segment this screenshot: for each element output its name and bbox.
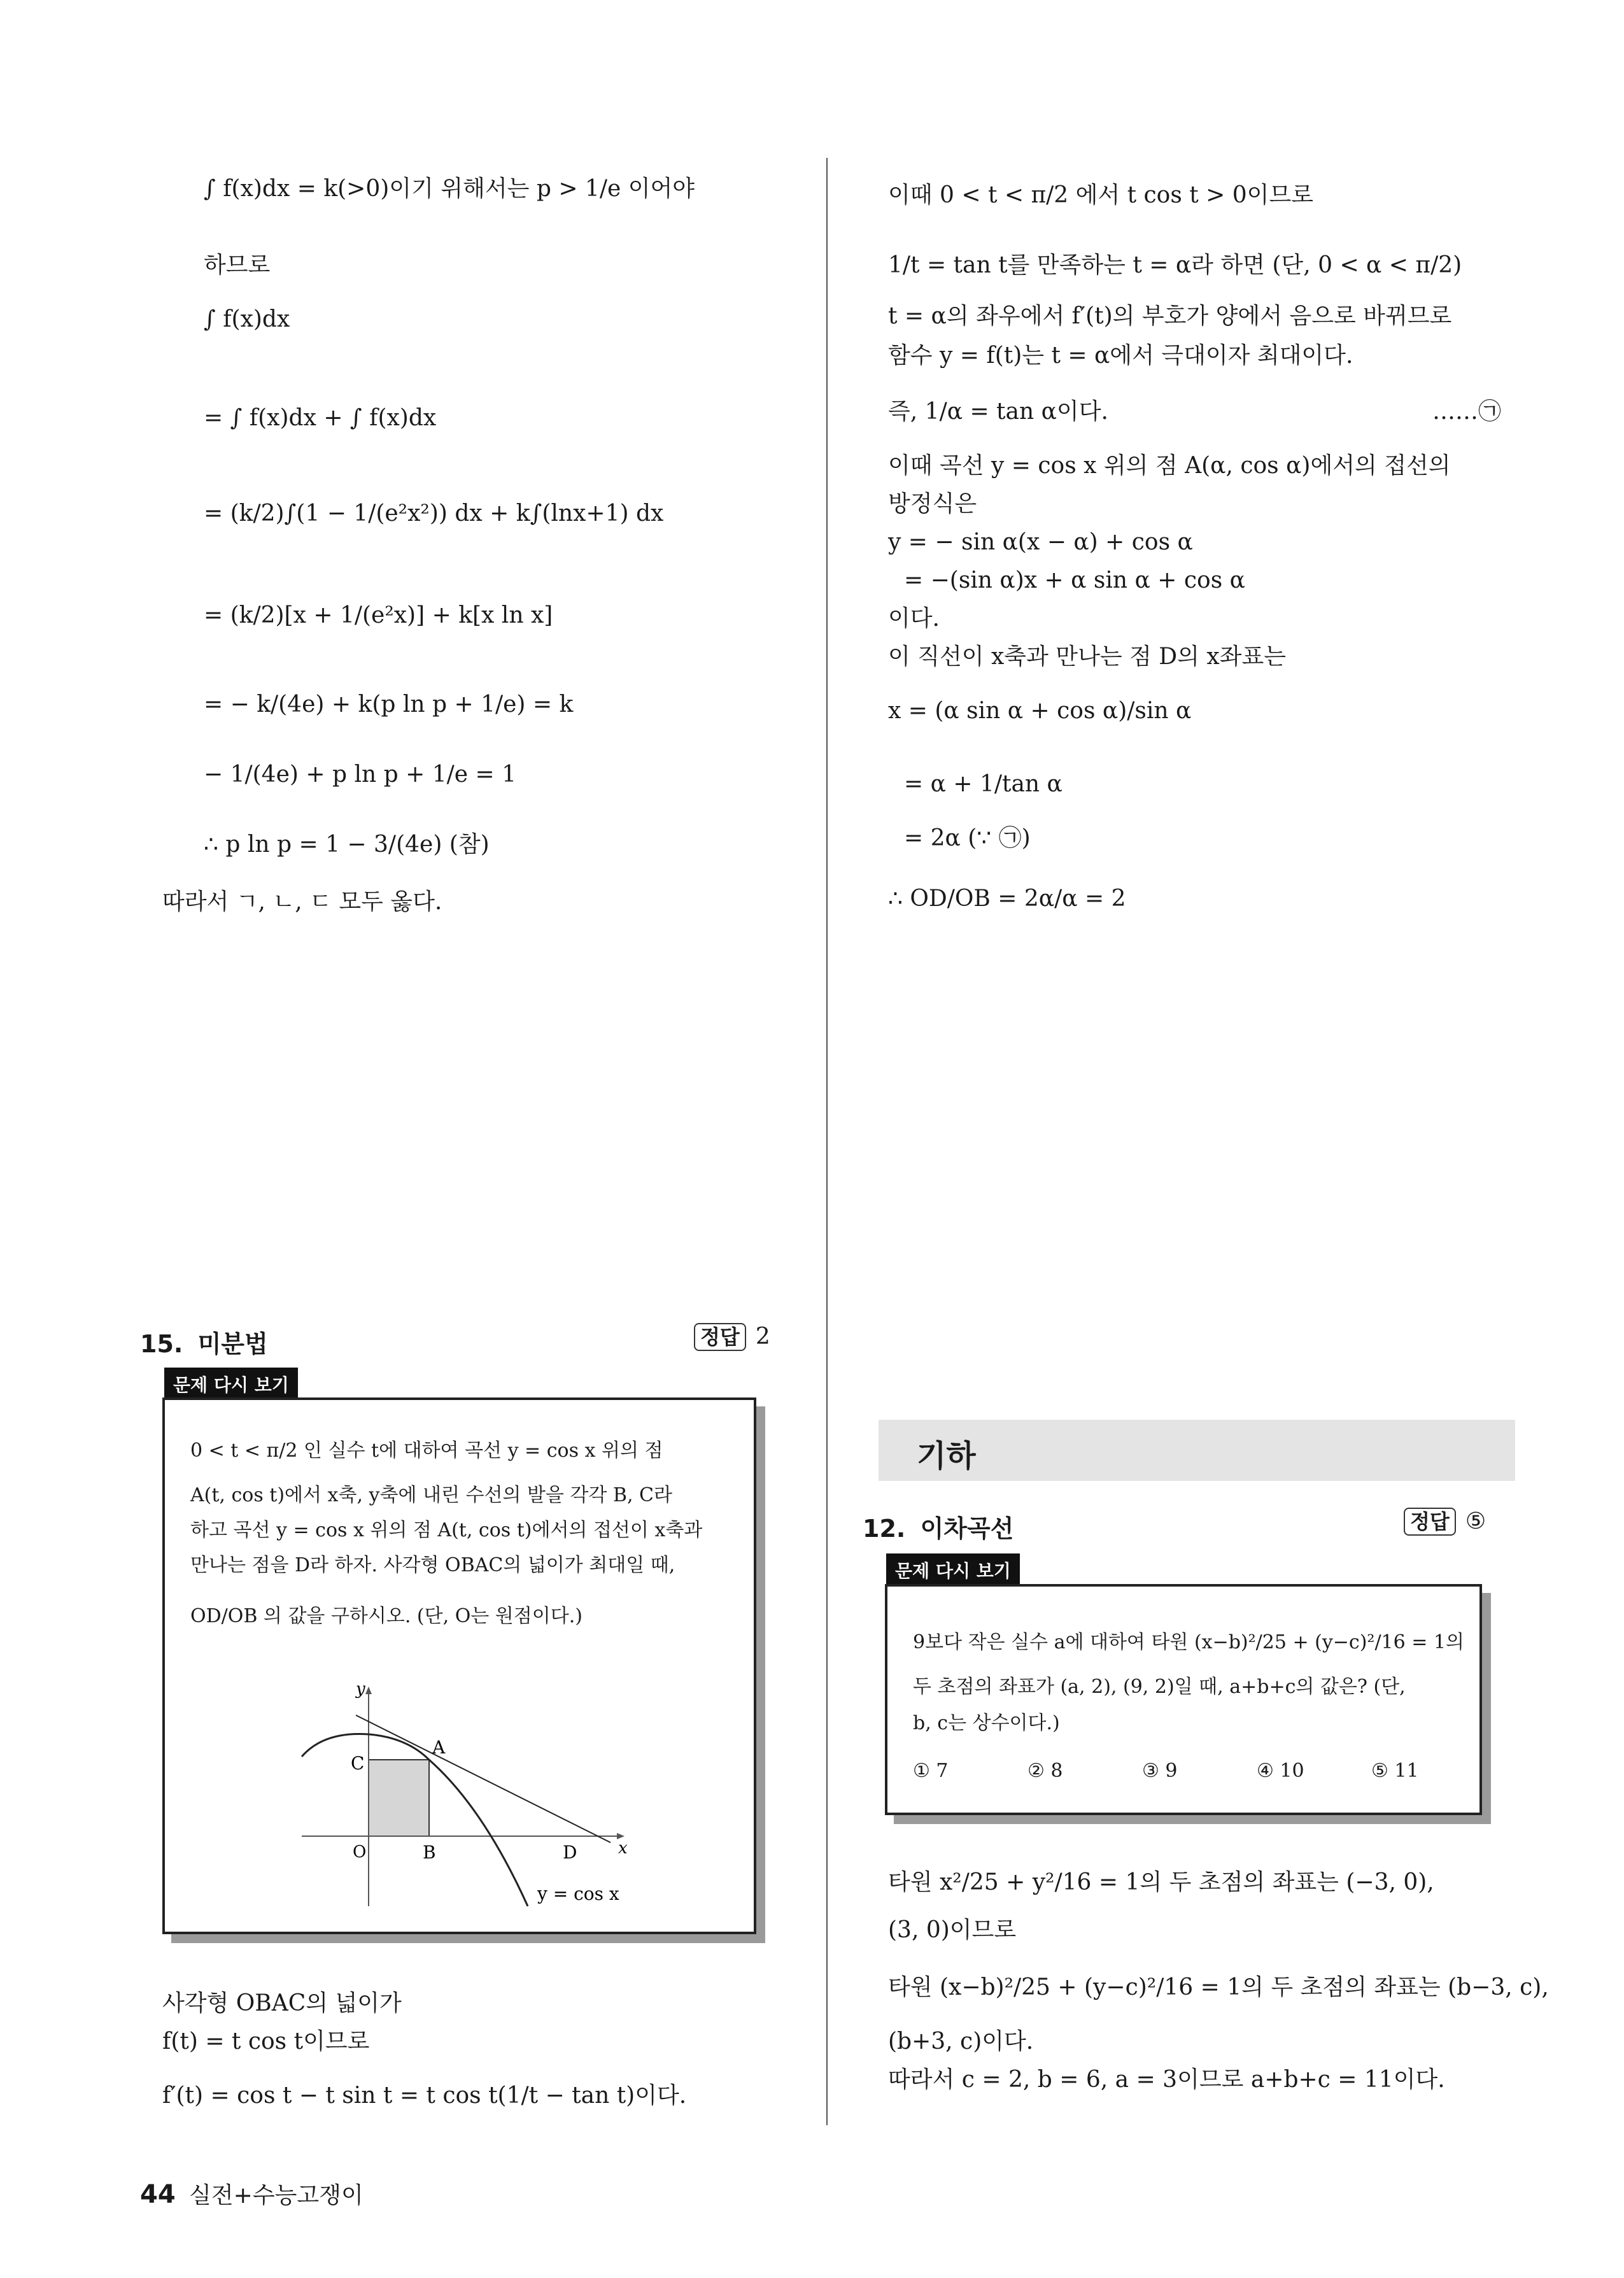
- q15-answer-value: 2: [755, 1324, 770, 1350]
- q15-text-2: A(t, cos t)에서 x축, y축에 내린 수선의 발을 각각 B, C라: [190, 1484, 672, 1506]
- q12-solution-3: 타원 (x−b)²/25 + (y−c)²/16 = 1의 두 초점의 좌표는 (b−3, c),: [888, 1974, 1549, 2000]
- q12-problem-box: [885, 1584, 1482, 1815]
- q12-answer-value: ⑤: [1465, 1508, 1486, 1534]
- right-line-1: 이때 0 < t < π/2 에서 t cos t > 0이므로: [888, 182, 1314, 208]
- right-line-3: t = α의 좌우에서 f′(t)의 부호가 양에서 음으로 바뀌므로: [888, 303, 1452, 329]
- left-line-8: − 1/(4e) + p ln p + 1/e = 1: [204, 761, 517, 788]
- q12-review-tag[interactable]: 문제 다시 보기: [886, 1553, 1020, 1587]
- right-line-10: 이다.: [888, 605, 940, 632]
- label-d: D: [563, 1842, 577, 1863]
- q12-title: 이차곡선: [920, 1515, 1014, 1543]
- answer-badge: 정답: [694, 1323, 746, 1351]
- q15-solution-3: f′(t) = cos t − t sin t = t cos t(1/t − tan t)이다.: [162, 2083, 687, 2109]
- right-line-15: ∴ OD/OB = 2α/α = 2: [888, 886, 1126, 912]
- q12-choice-5[interactable]: ⑤ 11: [1371, 1760, 1419, 1782]
- label-b: B: [423, 1842, 436, 1863]
- left-line-3: ∫ f(x)dx: [204, 306, 290, 332]
- left-line-5: = (k/2)∫(1 − 1/(e²x²)) dx + k∫(lnx+1) dx: [204, 500, 664, 527]
- q12-solution-1: 타원 x²/25 + y²/16 = 1의 두 초점의 좌표는 (−3, 0),: [888, 1869, 1434, 1895]
- section-banner: [879, 1420, 1515, 1481]
- q15-graph: [165, 1655, 754, 1922]
- q15-text-1: 0 < t < π/2 인 실수 t에 대하여 곡선 y = cos x 위의 점: [190, 1440, 663, 1462]
- q12-solution-2: (3, 0)이므로: [888, 1917, 1017, 1943]
- q12-number: 12.: [863, 1515, 906, 1543]
- q15-answer: [694, 1323, 770, 1351]
- right-line-2: 1/t = tan t를 만족하는 t = α라 하면 (단, 0 < α < π/2): [888, 252, 1462, 278]
- q15-review-tag[interactable]: 문제 다시 보기: [164, 1368, 298, 1401]
- q15-problem-box: [162, 1397, 756, 1934]
- answer-badge: 정답: [1404, 1508, 1456, 1536]
- rectangle-obac: [369, 1760, 429, 1836]
- q15-text-4: 만나는 점을 D라 하자. 사각형 OBAC의 넓이가 최대일 때,: [190, 1554, 675, 1576]
- left-line-6: = (k/2)[x + 1/(e²x)] + k[x ln x]: [204, 602, 553, 628]
- page-number: 44: [140, 2180, 176, 2209]
- q12-heading: [863, 1509, 1013, 1544]
- label-o: O: [353, 1843, 367, 1862]
- q12-choice-1[interactable]: ① 7: [913, 1760, 949, 1782]
- q15-text-3: 하고 곡선 y = cos x 위의 점 A(t, cos t)에서의 접선이 x축과: [190, 1519, 703, 1541]
- label-a: A: [432, 1737, 446, 1758]
- q12-choice-2[interactable]: ② 8: [1027, 1760, 1063, 1782]
- label-y: y: [356, 1680, 365, 1699]
- q15-number: 15.: [140, 1330, 183, 1358]
- left-line-1: ∫ f(x)dx = k(>0)이기 위해서는 p > 1/e 이어야: [204, 176, 695, 202]
- page-footer: [140, 2177, 364, 2210]
- right-line-6: 이때 곡선 y = cos x 위의 점 A(α, cos α)에서의 접선의: [888, 453, 1451, 479]
- section-title: 기하: [917, 1438, 976, 1474]
- right-line-8: y = − sin α(x − α) + cos α: [888, 529, 1193, 555]
- q15-title: 미분법: [197, 1330, 268, 1358]
- right-line-13: = α + 1/tan α: [904, 771, 1063, 797]
- q12-text-1: 9보다 작은 실수 a에 대하여 타원 (x−b)²/25 + (y−c)²/16 = 1의: [913, 1631, 1465, 1653]
- right-line-12: x = (α sin α + cos α)/sin α: [888, 698, 1192, 724]
- q12-choice-3[interactable]: ③ 9: [1142, 1760, 1178, 1782]
- right-line-5-tag: ……㉠: [1432, 399, 1502, 425]
- y-axis-arrow: [365, 1687, 372, 1694]
- q15-heading: [140, 1324, 268, 1359]
- label-curve: y = cos x: [537, 1883, 619, 1904]
- right-line-11: 이 직선이 x축과 만나는 점 D의 x좌표는: [888, 644, 1286, 670]
- q12-answer: [1404, 1508, 1486, 1536]
- right-line-5: 즉, 1/α = tan α이다.: [888, 399, 1108, 425]
- right-line-4: 함수 y = f(t)는 t = α에서 극대이자 최대이다.: [888, 343, 1353, 369]
- q12-solution-5: 따라서 c = 2, b = 6, a = 3이므로 a+b+c = 11이다.: [888, 2067, 1445, 2093]
- label-c: C: [351, 1753, 365, 1774]
- q15-solution-2: f(t) = t cos t이므로: [162, 2028, 370, 2055]
- q12-solution-4: (b+3, c)이다.: [888, 2028, 1034, 2055]
- column-divider: [826, 158, 828, 2125]
- left-line-4: = ∫ f(x)dx + ∫ f(x)dx: [204, 405, 437, 431]
- left-line-10: 따라서 ㄱ, ㄴ, ㄷ 모두 옳다.: [162, 889, 442, 915]
- right-line-14: = 2α (∵ ㉠): [904, 825, 1031, 851]
- q15-solution-1: 사각형 OBAC의 넓이가: [162, 1990, 402, 2016]
- right-line-7: 방정식은: [888, 491, 977, 517]
- left-line-2: 하므로: [204, 252, 271, 278]
- q12-text-2: 두 초점의 좌표가 (a, 2), (9, 2)일 때, a+b+c의 값은? (단,: [913, 1676, 1406, 1698]
- left-line-9: ∴ p ln p = 1 − 3/(4e) (참): [204, 831, 490, 858]
- left-line-7: = − k/(4e) + k(p ln p + 1/e) = k: [204, 691, 574, 718]
- q15-text-5: OD/OB 의 값을 구하시오. (단, O는 원점이다.): [190, 1605, 583, 1627]
- label-x: x: [618, 1839, 628, 1858]
- q12-text-3: b, c는 상수이다.): [913, 1712, 1060, 1734]
- book-title: 실전+수능고쟁이: [189, 2182, 364, 2209]
- q12-choice-4[interactable]: ④ 10: [1257, 1760, 1304, 1782]
- right-line-9: = −(sin α)x + α sin α + cos α: [904, 567, 1245, 593]
